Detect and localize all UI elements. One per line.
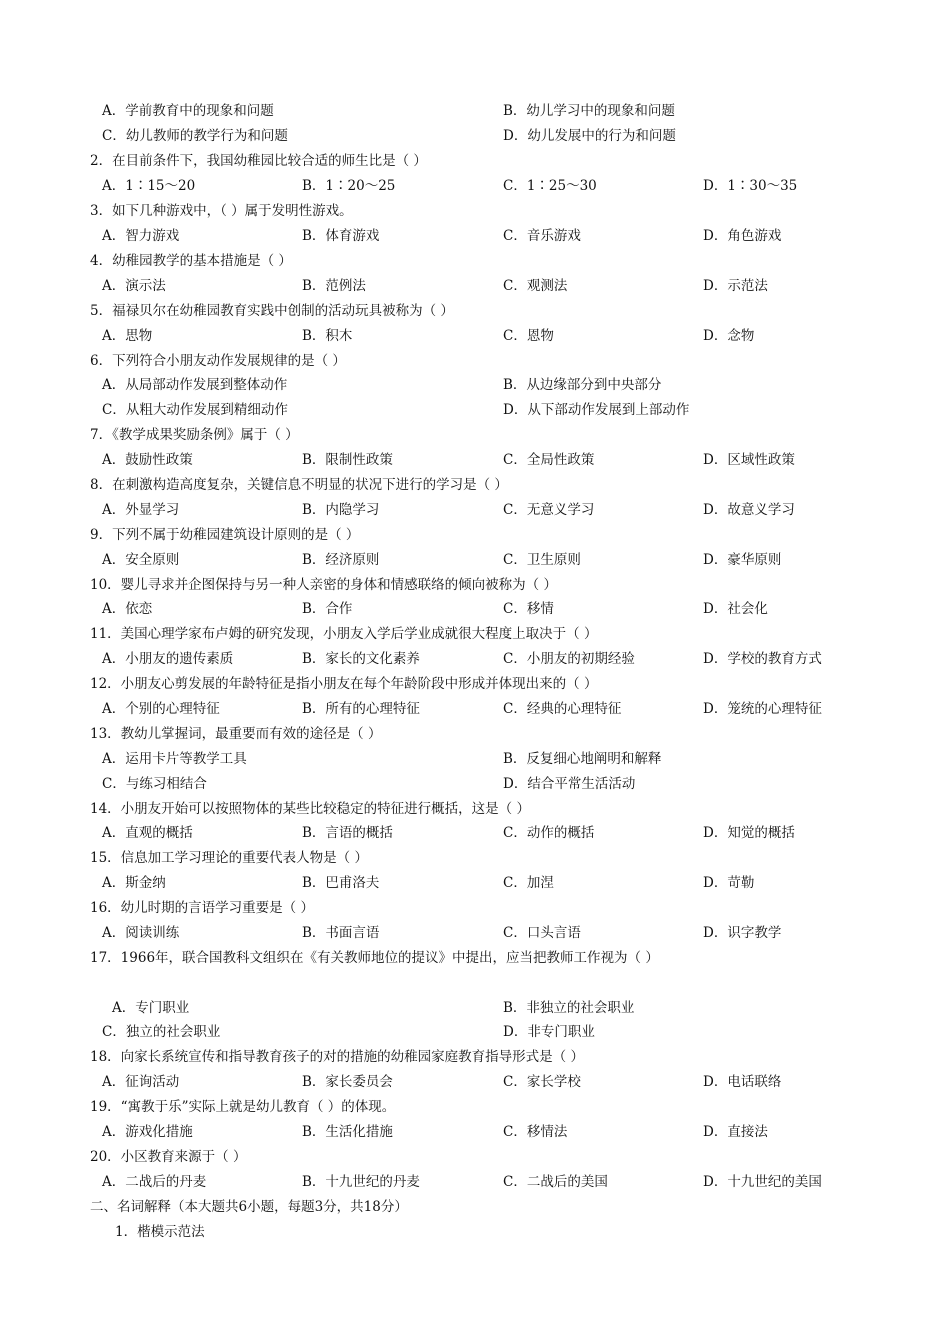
option-c: C．全局性政策 — [503, 452, 595, 468]
options-row — [0, 599, 950, 619]
option-b: B．从边缘部分到中央部分 — [503, 377, 662, 393]
option-b: B．非独立的社会职业 — [503, 1000, 635, 1016]
question-15 — [0, 848, 950, 868]
option-d: D．十九世纪的美国 — [703, 1174, 822, 1190]
option-a: A．游戏化措施 — [102, 1124, 193, 1140]
option-a: A．1∶15～20 — [102, 178, 196, 194]
question-10 — [0, 575, 950, 595]
question-text: 17．1966年，联合国教科文组织在《有关教师地位的提议》中提出，应当把教师工作视为（ ） — [90, 950, 659, 966]
term-text: 1．楷模示范法 — [115, 1224, 205, 1240]
question-text: 2．在目前条件下，我国幼稚园比较合适的师生比是（ ） — [90, 153, 427, 169]
question-20 — [0, 1147, 950, 1167]
option-d: D．区域性政策 — [703, 452, 795, 468]
question-text: 11．美国心理学家布卢姆的研究发现，小朋友入学后学业成就很大程度上取决于（ ） — [90, 626, 598, 642]
options-row — [0, 823, 950, 843]
option-d: D．识字教学 — [703, 925, 782, 941]
option-c: C．移情 — [503, 601, 554, 617]
options-row — [0, 326, 950, 346]
option-c: C．恩物 — [503, 328, 554, 344]
options-row — [0, 1122, 950, 1142]
option-b: B．合作 — [302, 601, 353, 617]
option-d: D．故意义学习 — [703, 502, 795, 518]
option-c: C．无意义学习 — [503, 502, 595, 518]
option-c: C．与练习相结合 — [102, 776, 207, 792]
options-row — [0, 126, 950, 146]
option-b: B．家长委员会 — [302, 1074, 393, 1090]
option-d: D．念物 — [703, 328, 755, 344]
option-a: A．演示法 — [102, 278, 166, 294]
option-b: B．言语的概括 — [302, 825, 393, 841]
option-b: B．限制性政策 — [302, 452, 393, 468]
option-c: C．独立的社会职业 — [102, 1024, 221, 1040]
question-18 — [0, 1047, 950, 1067]
question-13 — [0, 724, 950, 744]
section-title: 二、名词解释（本大题共6小题，每题3分，共18分） — [90, 1199, 408, 1215]
option-c: C．幼儿教师的教学行为和问题 — [102, 128, 288, 144]
question-text: 14．小朋友开始可以按照物体的某些比较稳定的特征进行概括，这是（ ） — [90, 801, 530, 817]
option-a: A．从局部动作发展到整体动作 — [102, 377, 288, 393]
option-d: D．角色游戏 — [703, 228, 782, 244]
question-4 — [0, 251, 950, 271]
term-item — [0, 1222, 950, 1242]
options-row — [0, 1072, 950, 1092]
option-b: B．书面言语 — [302, 925, 380, 941]
option-c: C．小朋友的初期经验 — [503, 651, 635, 667]
question-text: 12．小朋友心剪发展的年龄特征是指小朋友在每个年龄阶段中形成并体现出来的（ ） — [90, 676, 598, 692]
option-d: D．幼儿发展中的行为和问题 — [503, 128, 676, 144]
options-row — [0, 873, 950, 893]
question-3 — [0, 201, 950, 221]
option-a: A．智力游戏 — [102, 228, 180, 244]
option-a: A．小朋友的遗传素质 — [102, 651, 234, 667]
option-c: C．加涅 — [503, 875, 554, 891]
option-a: A．征询活动 — [102, 1074, 180, 1090]
question-text: 8．在刺激构造高度复杂，关键信息不明显的状况下进行的学习是（ ） — [90, 477, 508, 493]
question-2 — [0, 151, 950, 171]
question-text: 4．幼稚园教学的基本措施是（ ） — [90, 253, 292, 269]
question-text: 3．如下几种游戏中，（ ）属于发明性游戏。 — [90, 203, 353, 219]
question-14 — [0, 799, 950, 819]
option-b: B．经济原则 — [302, 552, 380, 568]
option-c: C．卫生原则 — [503, 552, 581, 568]
options-row — [0, 550, 950, 570]
option-a: A．外显学习 — [102, 502, 180, 518]
option-b: B．幼儿学习中的现象和问题 — [503, 103, 675, 119]
option-a: A．运用卡片等教学工具 — [102, 751, 247, 767]
question-text: 16．幼儿时期的言语学习重要是（ ） — [90, 900, 314, 916]
option-c: C．经典的心理特征 — [503, 701, 622, 717]
options-row — [0, 1022, 950, 1042]
question-7 — [0, 425, 950, 445]
option-d: D．学校的教育方式 — [703, 651, 822, 667]
option-a: A．直观的概括 — [102, 825, 193, 841]
option-a: A．安全原则 — [102, 552, 180, 568]
question-text: 18．向家长系统宣传和指导教育孩子的对的措施的幼稚园家庭教育指导形式是（ ） — [90, 1049, 584, 1065]
question-text: 13．教幼儿掌握词，最重要而有效的途径是（ ） — [90, 726, 382, 742]
option-b: B．十九世纪的丹麦 — [302, 1174, 420, 1190]
option-a: A．二战后的丹麦 — [102, 1174, 207, 1190]
option-a: A．鼓励性政策 — [102, 452, 193, 468]
question-text: 10．婴儿寻求并企图保持与另一种人亲密的身体和情感联络的倾向被称为（ ） — [90, 577, 557, 593]
question-text: 15．信息加工学习理论的重要代表人物是（ ） — [90, 850, 368, 866]
option-a: A．个别的心理特征 — [102, 701, 220, 717]
option-d: D．社会化 — [703, 601, 768, 617]
options-row — [0, 500, 950, 520]
option-b: B．反复细心地阐明和解释 — [503, 751, 662, 767]
option-c: C．口头言语 — [503, 925, 581, 941]
option-b: B．所有的心理特征 — [302, 701, 420, 717]
options-row — [0, 450, 950, 470]
option-d: D．知觉的概括 — [703, 825, 795, 841]
option-a: A．专门职业 — [112, 1000, 190, 1016]
options-row — [0, 1172, 950, 1192]
option-d: D．豪华原则 — [703, 552, 782, 568]
option-a: A．依恋 — [102, 601, 153, 617]
question-12 — [0, 674, 950, 694]
options-row — [0, 226, 950, 246]
option-b: B．内隐学习 — [302, 502, 380, 518]
options-row — [0, 774, 950, 794]
option-b: B．积木 — [302, 328, 353, 344]
option-d: D．从下部动作发展到上部动作 — [503, 402, 690, 418]
question-5 — [0, 301, 950, 321]
option-a: A．思物 — [102, 328, 153, 344]
option-d: D．结合平常生活活动 — [503, 776, 636, 792]
options-row — [0, 749, 950, 769]
option-b: B．体育游戏 — [302, 228, 380, 244]
options-row — [0, 101, 950, 121]
question-8 — [0, 475, 950, 495]
option-c: C．二战后的美国 — [503, 1174, 608, 1190]
option-a: A．斯金纳 — [102, 875, 166, 891]
option-c: C．移情法 — [503, 1124, 568, 1140]
option-d: D．笼统的心理特征 — [703, 701, 822, 717]
option-d: D．直接法 — [703, 1124, 768, 1140]
options-row — [0, 998, 950, 1018]
question-text: 5．福禄贝尔在幼稚园教育实践中创制的活动玩具被称为（ ） — [90, 303, 454, 319]
question-text: 6．下列符合小朋友动作发展规律的是（ ） — [90, 353, 346, 369]
option-c: C．1∶25～30 — [503, 178, 597, 194]
question-16 — [0, 898, 950, 918]
options-row — [0, 923, 950, 943]
option-d: D．苛勒 — [703, 875, 755, 891]
option-c: C．从粗大动作发展到精细动作 — [102, 402, 288, 418]
option-b: B．1∶20～25 — [302, 178, 396, 194]
option-d: D．非专门职业 — [503, 1024, 595, 1040]
options-row — [0, 176, 950, 196]
option-d: D．1∶30～35 — [703, 178, 798, 194]
option-d: D．电话联络 — [703, 1074, 782, 1090]
option-c: C．家长学校 — [503, 1074, 581, 1090]
option-b: B．范例法 — [302, 278, 366, 294]
option-b: B．巴甫洛夫 — [302, 875, 380, 891]
option-c: C．动作的概括 — [503, 825, 595, 841]
question-text: 9．下列不属于幼稚园建筑设计原则的是（ ） — [90, 527, 360, 543]
option-c: C．音乐游戏 — [503, 228, 581, 244]
question-text: 7．《教学成果奖励条例》属于（ ） — [90, 427, 299, 443]
options-row — [0, 649, 950, 669]
options-row — [0, 699, 950, 719]
question-text: 19．“寓教于乐”实际上就是幼儿教育（ ）的体现。 — [90, 1099, 396, 1115]
question-11 — [0, 624, 950, 644]
option-b: B．生活化措施 — [302, 1124, 393, 1140]
options-row — [0, 375, 950, 395]
option-c: C．观测法 — [503, 278, 568, 294]
option-d: D．示范法 — [703, 278, 768, 294]
question-6 — [0, 351, 950, 371]
option-a: A．学前教育中的现象和问题 — [102, 103, 274, 119]
question-9 — [0, 525, 950, 545]
section-heading — [0, 1197, 950, 1217]
question-19 — [0, 1097, 950, 1117]
option-b: B．家长的文化素养 — [302, 651, 420, 667]
question-text: 20．小区教育来源于（ ） — [90, 1149, 247, 1165]
options-row — [0, 276, 950, 296]
option-a: A．阅读训练 — [102, 925, 180, 941]
options-row — [0, 400, 950, 420]
question-17 — [0, 948, 950, 968]
